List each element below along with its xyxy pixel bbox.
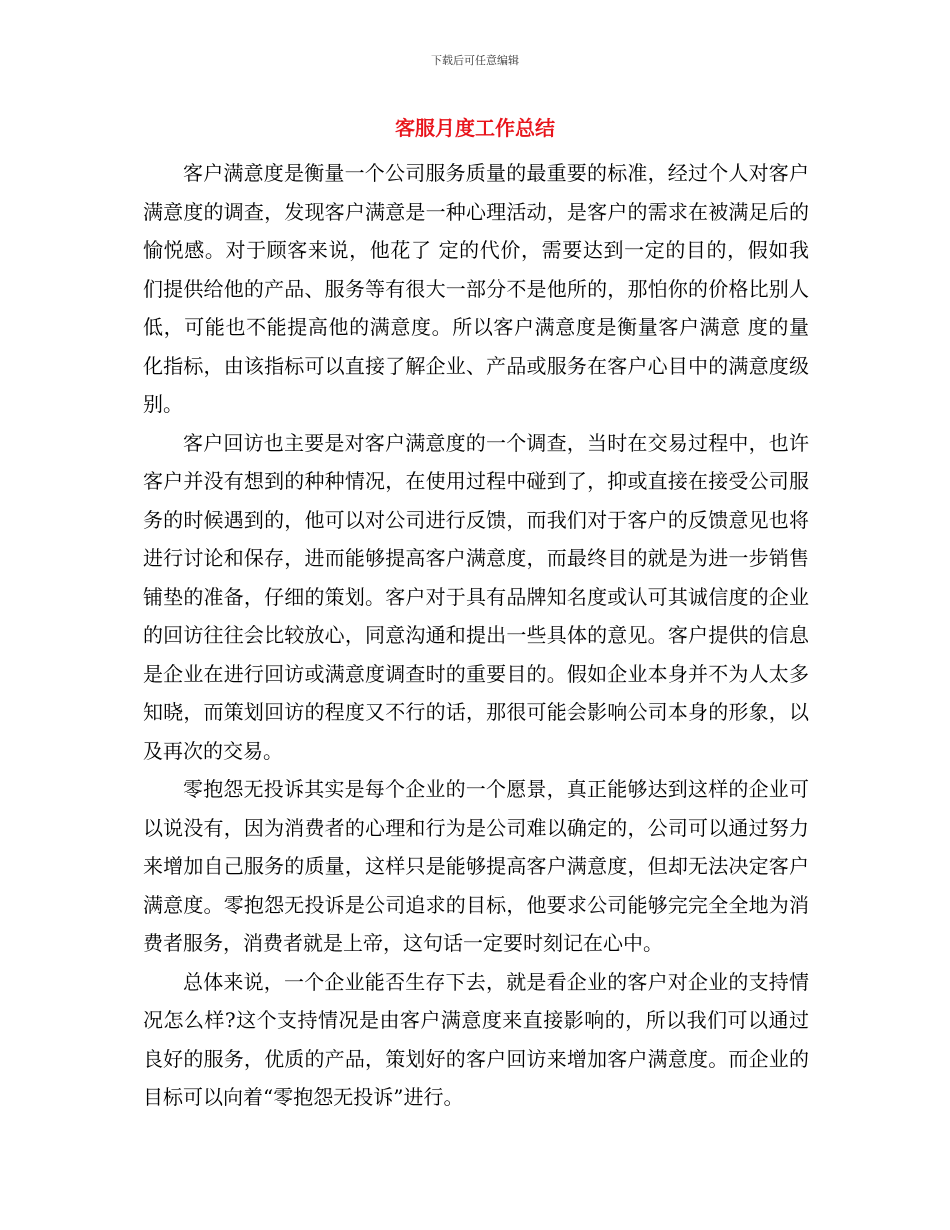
document-title: 客服月度工作总结 <box>395 116 555 140</box>
paragraph-follow-up-visits: 客户回访也主要是对客户满意度的一个调查，当时在交易过程中，也许客户并没有想到的种种情况，在使用过程中碰到了，抑或直接在接受公司服务的时候遇到的，他可以对公司进行反馈，而我们对于客户的反馈意见也将进行讨论和保存，进而能够提高客户满意度，而最终目的就是为进一步销售铺垫的准备，仔细的策划。客户对于具有品牌知名度或认可其诚信度的企业的回访往往会比较放心，同意沟通和提出一些具体的意见。客户提供的信息是企业在进行回访或满意度调查时的重要目的。假如企业本身并不为人太多知晓，而策划回访的程度又不行的话，那很可能会影响公司本身的形象，以及再次的交易。 <box>143 430 809 763</box>
paragraph-satisfaction: 客户满意度是衡量一个公司服务质量的最重要的标准，经过个人对客户满意度的调查，发现客户满意是一种心理活动，是客户的需求在被满足后的愉悦感。对于顾客来说，他花了 定的代价，需要达到一定的目的，假如我们提供给他的产品、服务等有很大一部分不是他所的，那怕你的价格比别人低，可能也不能提高他的满意度。所以客户满意度是衡量客户满意 度的量化指标，由该指标可以直接了解企业、产品或服务在客户心目中的满意度级别。 <box>143 161 809 416</box>
paragraph-zero-complaints: 零抱怨无投诉其实是每个企业的一个愿景，真正能够达到这样的企业可以说没有，因为消费者的心理和行为是公司难以确定的，公司可以通过努力来增加自己服务的质量，这样只是能够提高客户满意度，但却无法决定客户满意度。零抱怨无投诉是公司追求的目标，他要求公司能够完完全全地为消费者服务，消费者就是上帝，这句话一定要时刻记在心中。 <box>143 777 809 955</box>
header-note: 下载后可任意编辑 <box>431 54 519 67</box>
paragraph-conclusion: 总体来说，一个企业能否生存下去，就是看企业的客户对企业的支持情况怎么样?这个支持情况是由客户满意度来直接影响的，所以我们可以通过良好的服务，优质的产品，策划好的客户回访来增加客户满意度。而企业的目标可以向着“零抱怨无投诉”进行。 <box>143 969 809 1109</box>
document-body <box>143 154 809 1117</box>
